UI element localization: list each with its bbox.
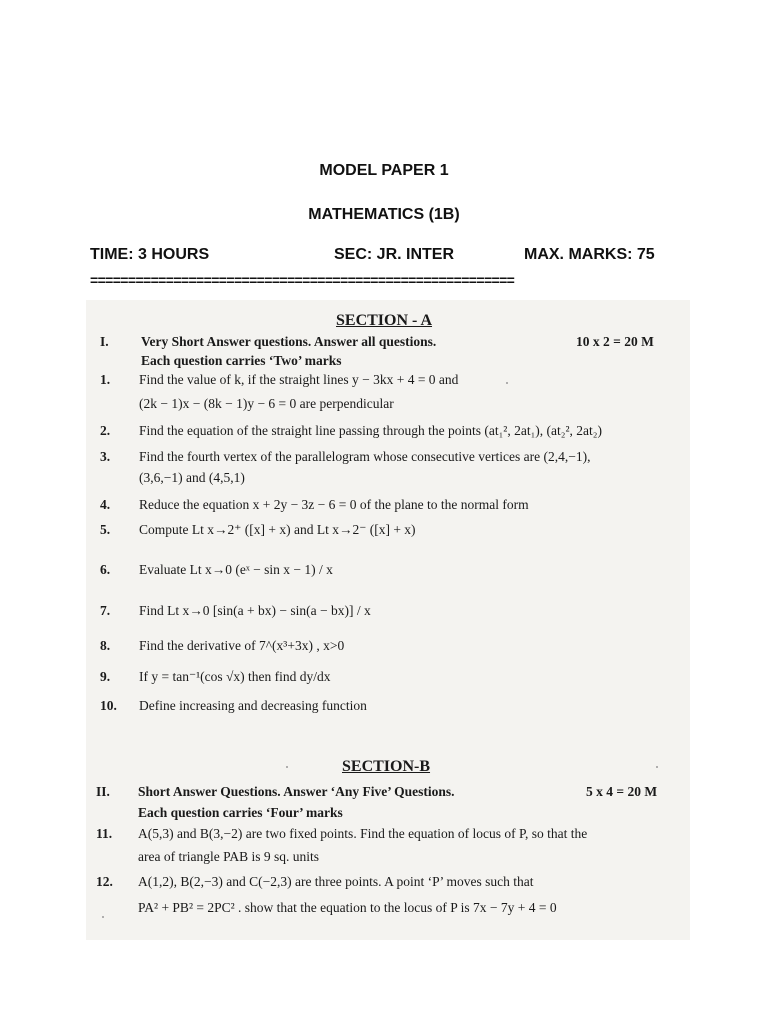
section-a-roman: I. (100, 334, 109, 349)
question-text: PA² + PB² = 2PC² . show that the equation to the locus of P is 7x − 7y + 4 = 0 (138, 900, 557, 915)
question-text: If y = tan⁻¹(cos √x) then find dy/dx (139, 669, 331, 684)
scanned-question-sheet (86, 300, 690, 940)
scan-speck (506, 382, 508, 384)
section-b-roman: II. (96, 784, 110, 799)
question-text: A(5,3) and B(3,−2) are two fixed points. Find the equation of locus of P, so that the (138, 826, 588, 841)
question-number: 12. (96, 874, 113, 889)
question-text: (3,6,−1) and (4,5,1) (139, 470, 245, 485)
question-text: Define increasing and decreasing function (139, 698, 367, 713)
question-number: 7. (100, 603, 111, 618)
question-number: 6. (100, 562, 111, 577)
paper-title: MODEL PAPER 1 (319, 162, 449, 179)
question-text: Find the derivative of 7^(x³+3x) , x>0 (139, 638, 345, 653)
question-text: Find the equation of the straight line passing through the points (at₁², 2at₁), (at₂², 2at₂) (139, 423, 602, 438)
subject-title: MATHEMATICS (1B) (308, 206, 460, 223)
question-number: 2. (100, 423, 111, 438)
question-number: 9. (100, 669, 111, 684)
section-b-heading: Short Answer Questions. Answer ‘Any Five’ Questions. (138, 784, 455, 799)
scan-speck (286, 766, 288, 768)
question-text: area of triangle PAB is 9 sq. units (138, 849, 319, 864)
question-text: Find the value of k, if the straight lines y − 3kx + 4 = 0 and (139, 372, 459, 387)
section-a-marks: 10 x 2 = 20 M (576, 334, 654, 349)
max-marks-label: MAX. MARKS: 75 (524, 246, 655, 263)
question-text: Find Lt x→0 [sin(a + bx) − sin(a − bx)] / x (139, 603, 371, 618)
question-number: 8. (100, 638, 111, 653)
scan-speck (102, 916, 104, 918)
scan-speck (656, 766, 658, 768)
question-text: (2k − 1)x − (8k − 1)y − 6 = 0 are perpendicular (139, 396, 394, 411)
section-b-subheading: Each question carries ‘Four’ marks (138, 805, 343, 820)
question-number: 10. (100, 698, 117, 713)
question-number: 3. (100, 449, 111, 464)
section-b-marks: 5 x 4 = 20 M (586, 784, 658, 799)
section-a-heading: Very Short Answer questions. Answer all questions. (141, 334, 437, 349)
question-text: Evaluate Lt x→0 (eˣ − sin x − 1) / x (139, 562, 333, 577)
separator-rule: ======================================================== (90, 272, 515, 288)
question-text: Reduce the equation x + 2y − 3z − 6 = 0 of the plane to the normal form (139, 497, 529, 512)
question-text: Compute Lt x→2⁺ ([x] + x) and Lt x→2⁻ ([x] + x) (139, 522, 416, 537)
section-b-title: SECTION-B (342, 758, 431, 775)
question-number: 4. (100, 497, 111, 512)
question-number: 11. (96, 826, 113, 841)
question-text: Find the fourth vertex of the parallelogram whose consecutive vertices are (2,4,−1), (139, 449, 591, 464)
section-a-title: SECTION - A (336, 312, 433, 329)
section-a-subheading: Each question carries ‘Two’ marks (141, 353, 342, 368)
question-number: 5. (100, 522, 111, 537)
time-label: TIME: 3 HOURS (90, 246, 210, 263)
section-label: SEC: JR. INTER (334, 246, 455, 263)
question-text: A(1,2), B(2,−3) and C(−2,3) are three points. A point ‘P’ moves such that (138, 874, 534, 889)
question-number: 1. (100, 372, 111, 387)
